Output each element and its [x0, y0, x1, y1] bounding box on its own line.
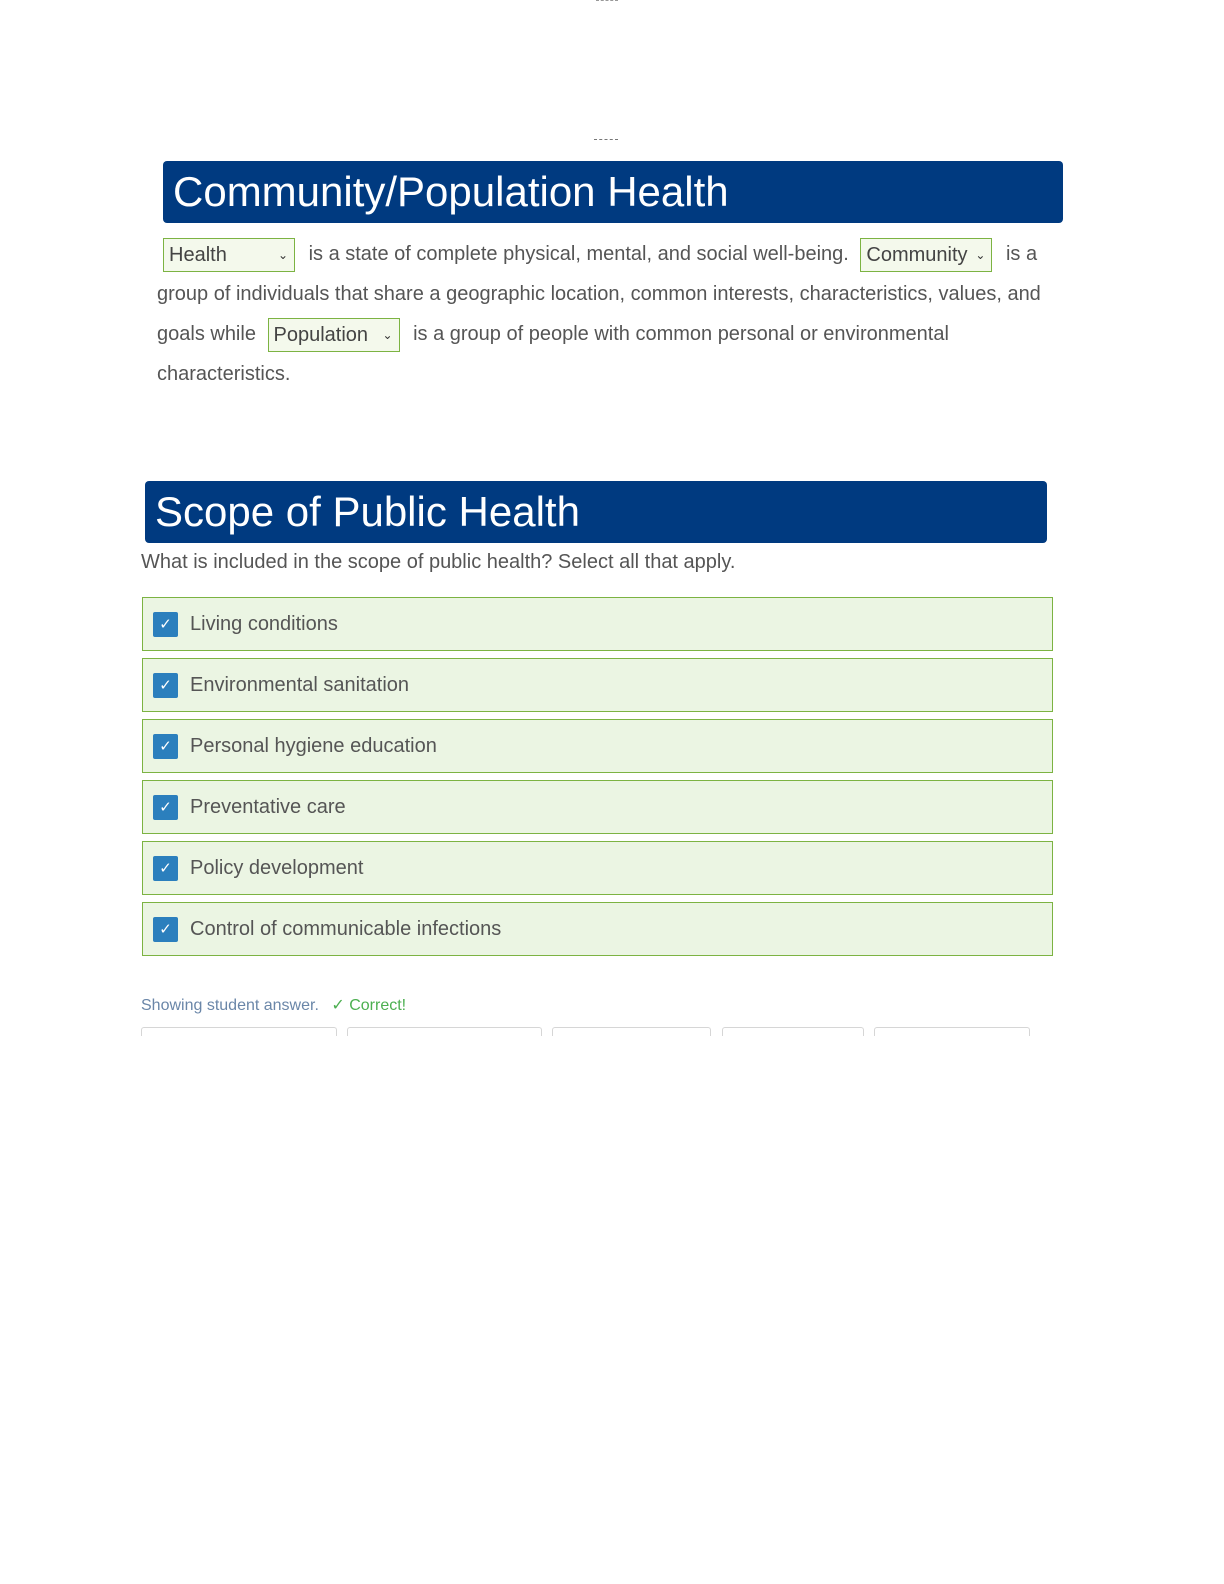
option-label: Control of communicable infections — [190, 917, 502, 940]
checkbox-checked-icon[interactable]: ✓ — [153, 856, 178, 881]
correct-text: Correct! — [349, 997, 407, 1014]
checkbox-checked-icon[interactable]: ✓ — [153, 673, 178, 698]
option-control-communicable[interactable] — [142, 902, 1053, 956]
checkbox-checked-icon[interactable]: ✓ — [153, 917, 178, 942]
showing-answer-text: Showing student answer. — [141, 997, 319, 1014]
bottom-tab[interactable] — [552, 1027, 711, 1036]
option-label: Living conditions — [190, 612, 338, 635]
bottom-tab[interactable] — [874, 1027, 1030, 1036]
section-title-community-population: Community/Population Health — [163, 161, 1063, 223]
option-label: Preventative care — [190, 795, 346, 818]
health-dropdown[interactable] — [163, 238, 295, 272]
section-divider — [594, 139, 618, 141]
paragraph-text: is a state of complete physical, mental, and social well-being. — [308, 243, 849, 265]
option-label: Personal hygiene education — [190, 734, 437, 757]
fill-in-paragraph — [157, 234, 1072, 394]
answer-status — [141, 995, 406, 1015]
dropdown-value: Population — [273, 323, 369, 346]
community-dropdown[interactable] — [860, 238, 992, 272]
checkbox-checked-icon[interactable]: ✓ — [153, 795, 178, 820]
option-preventative-care[interactable] — [142, 780, 1053, 834]
question-text: What is included in the scope of public health? Select all that apply. — [141, 551, 736, 573]
correct-status — [331, 997, 406, 1014]
top-divider — [596, 0, 618, 3]
checkbox-checked-icon[interactable]: ✓ — [153, 734, 178, 759]
chevron-down-icon: ⌄ — [975, 247, 986, 262]
population-dropdown[interactable] — [268, 318, 400, 352]
paragraph-text: is a group of people with common personal or environmental characteristics. — [157, 323, 949, 385]
option-policy-development[interactable] — [142, 841, 1053, 895]
paragraph-text: is a group of individuals that share a geographic location, common interests, characteristics, values, and goals while — [157, 243, 1041, 345]
section-title-scope: Scope of Public Health — [145, 481, 1047, 543]
option-personal-hygiene[interactable] — [142, 719, 1053, 773]
option-label: Policy development — [190, 856, 364, 879]
option-living-conditions[interactable] — [142, 597, 1053, 651]
option-environmental-sanitation[interactable] — [142, 658, 1053, 712]
dropdown-value: Community — [866, 243, 968, 266]
chevron-down-icon: ⌄ — [277, 247, 288, 262]
bottom-tab[interactable] — [347, 1027, 542, 1036]
bottom-tab[interactable] — [141, 1027, 337, 1036]
check-icon: ✓ — [331, 997, 345, 1014]
bottom-tab[interactable] — [722, 1027, 864, 1036]
chevron-down-icon: ⌄ — [382, 327, 393, 342]
option-label: Environmental sanitation — [190, 673, 410, 696]
options-list — [142, 597, 1053, 963]
checkbox-checked-icon[interactable]: ✓ — [153, 612, 178, 637]
dropdown-value: Health — [169, 243, 227, 266]
